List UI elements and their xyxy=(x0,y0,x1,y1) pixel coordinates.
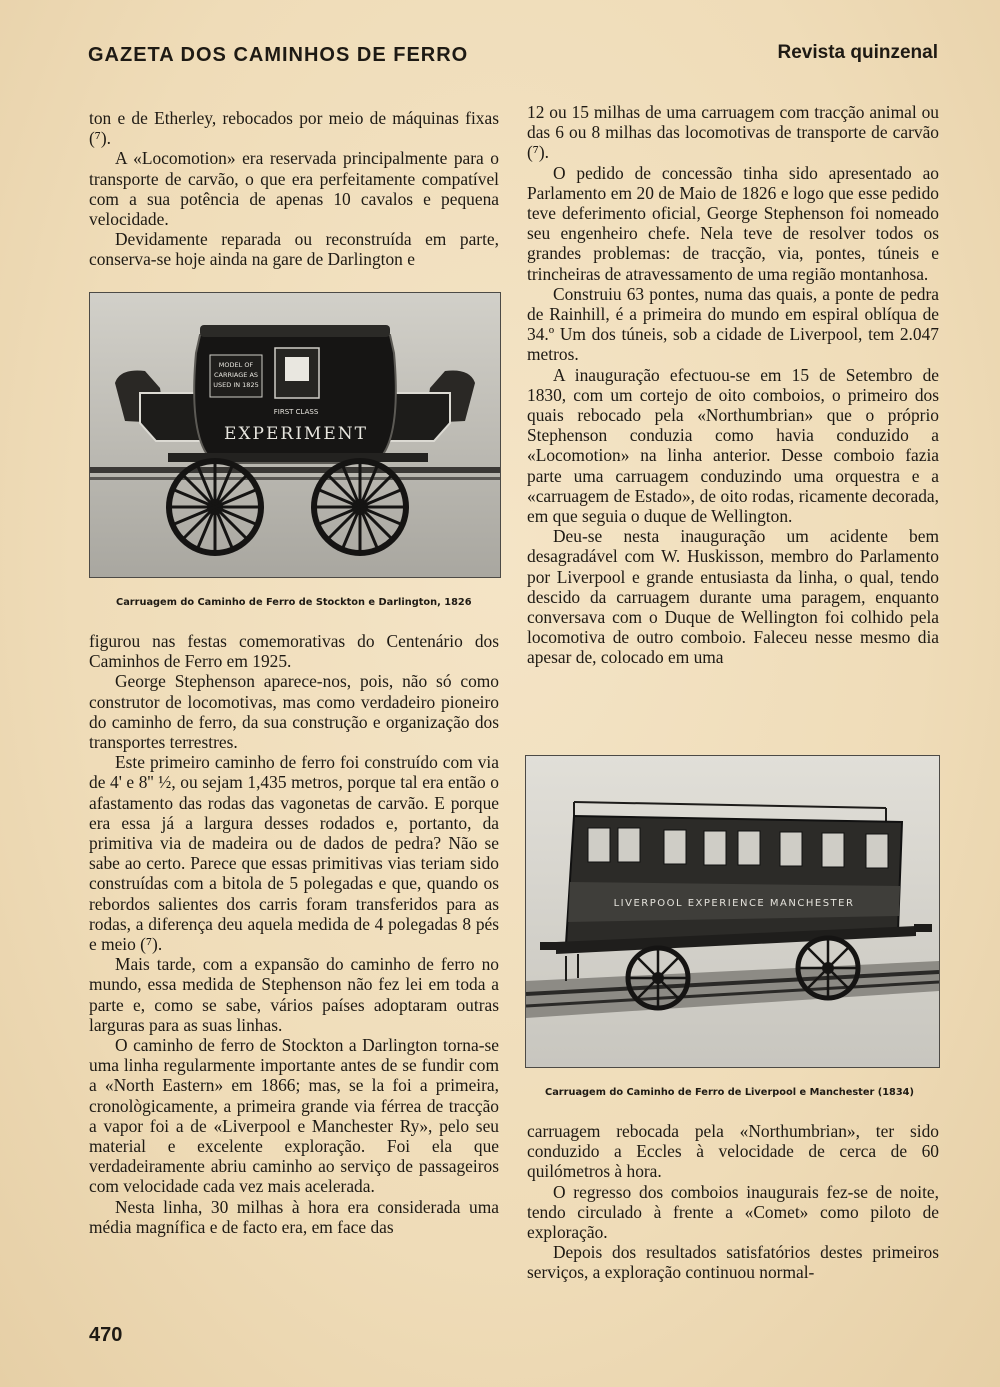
paragraph: A «Locomotion» era reservada principalmente para o transporte de carvão, o que era perfeitamente compatível com a sua potência de apenas 10 cavalos e pequena velocidade. xyxy=(89,148,499,230)
carriage-lettering: LIVERPOOL EXPERIENCE MANCHESTER xyxy=(613,898,855,909)
figure-caption-1: Carruagem do Caminho de Ferro de Stockton e Darlington, 1826 xyxy=(116,597,472,608)
paragraph: figurou nas festas comemorativas do Centenário dos Caminhos de Ferro em 1925. xyxy=(89,631,499,672)
paragraph: A inauguração efectuou-se em 15 de Setembro de 1830, com um cortejo de oito comboios, o primeiro dos quais rebocado pela «Northumbrian» que o próprio Stephenson conduzia como havia conduzido a «Locomotion» na linha anterior. Desse comboio fazia parte uma carruagem conduzindo uma orquestra e a «carruagem de Estado», de oito rodas, ricamente decorada, em que seguia o duque de Wellington. xyxy=(527,364,939,527)
class-label: FIRST CLASS xyxy=(273,408,319,416)
paragraph: Depois dos resultados satisfatórios destes primeiros serviços, a exploração continuou normal- xyxy=(527,1242,939,1283)
wheel xyxy=(628,948,688,1008)
column-right-bottom xyxy=(527,1121,939,1283)
paragraph: O regresso dos comboios inaugurais fez-se de noite, tendo circulado à frente a «Comet» como piloto de exploração. xyxy=(527,1181,939,1243)
carriage-illustration-2 xyxy=(526,756,939,1067)
paragraph: Deu-se nesta inauguração um acidente bem desagradável com W. Huskisson, membro do Parlamento por Liverpool e grande entusiasta da linha, o qual, tendo descido da carruagem durante uma paragem, enquanto conversava com o Duque de Wellington foi colhido pela locomotiva de outro comboio. Faleceu nesse mesmo dia apesar de, colocado em uma xyxy=(527,526,939,668)
plaque-line: MODEL OF xyxy=(218,361,254,369)
carriage-illustration-1 xyxy=(90,293,500,577)
paragraph: Mais tarde, com a expansão do caminho de ferro no mundo, essa medida de Stephenson não fez lei em toda a parte e, como se sabe, vários países adoptaram outras larguras para as suas linhas. xyxy=(89,954,499,1035)
wheel xyxy=(314,461,406,553)
photo-liverpool-manchester-carriage xyxy=(525,755,940,1068)
plaque-line: CARRIAGE AS xyxy=(213,371,259,379)
running-head xyxy=(88,40,938,72)
wheel xyxy=(798,938,858,998)
paragraph: Este primeiro caminho de ferro foi construído com via de 4' e 8'' ½, ou sejam 1,435 metros, porque tal era então o afastamento das rodas das vagonetas de carvão. E porque era essa já a largura desses rodados e, portanto, da primitiva via de madeira ou de dados de pedra? Não se sabe ao certo. Parece que essas primitivas vias teriam sido construídas com a bitola de 5 polegadas e que, quando os rebordos salientes dos carris foram transferidos para as rodas, a diferença deu aquela medida de 4 polegadas 8 pés e meio (⁷). xyxy=(89,752,499,955)
page-number: 470 xyxy=(89,1324,123,1346)
paragraph: Construiu 63 pontes, numa das quais, a ponte de pedra de Rainhill, é a primeira do mundo em espiral oblíqua de 34.º Um dos túneis, sob a cidade de Liverpool, tem 2.047 metros. xyxy=(527,283,939,365)
column-right-top xyxy=(527,102,939,668)
paragraph: O pedido de concessão tinha sido apresentado ao Parlamento em 20 de Maio de 1826 e logo que esse pedido teve deferimento oficial, George Stephenson foi nomeado seu engenheiro chefe. Nela teve de resolver todos os grandes problemas: de tracção, via, pontes, túneis e trincheiras de atravessamento de uma região montanhosa. xyxy=(527,162,939,284)
paragraph: George Stephenson aparece-nos, pois, não só como construtor de locomotivas, mas como verdadeiro pioneiro do caminho de ferro, da sua construção e organização dos transportes terrestres. xyxy=(89,671,499,753)
paragraph: Nesta linha, 30 milhas à hora era considerada uma média magnífica e de facto era, em face das xyxy=(89,1196,499,1237)
paragraph: ton e de Etherley, rebocados por meio de máquinas fixas (⁷). xyxy=(89,108,499,149)
figure-caption-2: Carruagem do Caminho de Ferro de Liverpool e Manchester (1834) xyxy=(545,1087,914,1098)
wheel xyxy=(169,461,261,553)
carriage-lettering: EXPERIMENT xyxy=(224,424,368,444)
section-label: Revista quinzenal xyxy=(777,42,938,63)
column-left-bottom xyxy=(89,631,499,1237)
column-left-top xyxy=(89,108,499,270)
paragraph: carruagem rebocada pela «Northumbrian», ter sido conduzido a Eccles à velocidade de cerca de 60 quilómetros à hora. xyxy=(527,1121,939,1182)
journal-title: GAZETA DOS CAMINHOS DE FERRO xyxy=(88,44,469,66)
paragraph: O caminho de ferro de Stockton a Darlington torna-se uma linha regularmente importante antes de se fundir com a «North Eastern» em 1866; mas, se la foi a primeira, cronològicamente, a primeira grande via férrea de tracção a vapor foi a de «Liverpool e Manchester Ry», pelo seu material e excelente exploração. Foi ela que verdadeiramente abriu caminho ao serviço de passageiros com velocidade cada vez mais acelerada. xyxy=(89,1035,499,1197)
paragraph: 12 ou 15 milhas de uma carruagem com tracção animal ou das 6 ou 8 milhas das locomotivas de transporte de carvão (⁷). xyxy=(527,102,939,163)
photo-stockton-darlington-carriage xyxy=(89,292,501,578)
plaque-line: USED IN 1825 xyxy=(213,381,259,389)
paragraph: Devidamente reparada ou reconstruída em parte, conserva-se hoje ainda na gare de Darlington e xyxy=(89,229,499,270)
